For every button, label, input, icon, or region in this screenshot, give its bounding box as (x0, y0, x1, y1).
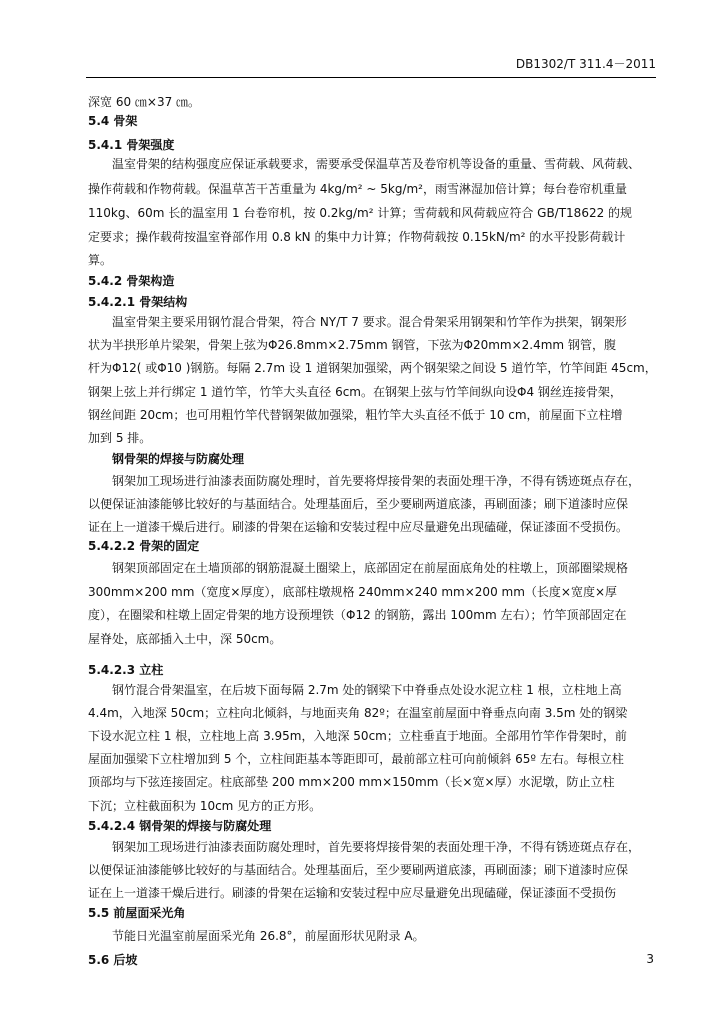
standard-code: DB1302/T 311.4－2011 (515, 57, 656, 71)
paragraph-line: 顶部均与下弦连接固定。柱底部垫 200 mm×200 mm×150mm（长×宽×厚）水泥墩，防止立柱 (88, 775, 615, 789)
section-heading: 5.4.2.2 骨架的固定 (88, 539, 200, 553)
paragraph-line: 加到 5 排。 (88, 431, 152, 445)
paragraph-line: 300mm×200 mm（宽度×厚度），底部柱墩规格 240mm×240 mm×200 mm（长度×宽度×厚 (88, 585, 618, 599)
paragraph-line: 杆为Φ12( 或Φ10 )钢筋。每隔 2.7m 设 1 道钢架加强梁，两个钢架梁之间设 5 道竹竿，竹竿间距 45cm， (88, 361, 657, 375)
paragraph-line: 钢架顶部固定在土墙顶部的钢筋混凝土圈梁上，底部固定在前屋面底角处的柱墩上，顶部圈梁规格 (112, 561, 629, 575)
paragraph-line: 操作荷载和作物荷载。保温草苫干苫重量为 4kg/m² ~ 5kg/m²，雨雪淋湿加倍计算；每台卷帘机重量 (88, 182, 627, 196)
paragraph-line: 证在上一道漆干燥后进行。刷漆的骨架在运输和安装过程中应尽量避免出现磕碰，保证漆面不受损伤。 (88, 520, 629, 534)
section-heading: 5.4.2.1 骨架结构 (88, 295, 188, 309)
page-number: 3 (646, 952, 654, 966)
paragraph-line: 钢架加工现场进行油漆表面防腐处理时，首先要将焊接骨架的表面处理干净，不得有锈迹斑点存在， (112, 474, 641, 488)
section-heading: 5.6 后坡 (88, 953, 138, 967)
section-heading: 5.4.2.4 钢骨架的焊接与防腐处理 (88, 819, 272, 833)
paragraph-line: 以便保证油漆能够比较好的与基面结合。处理基面后，至少要刷两道底漆，再刷面漆；刷下道漆时应保 (88, 863, 629, 877)
paragraph-line: 屋面加强梁下立柱增加到 5 个，立柱间距基本等距即可，最前部立柱可向前倾斜 65º 左右。每根立柱 (88, 752, 624, 766)
section-heading: 5.4 骨架 (88, 114, 138, 128)
paragraph-line: 定要求；操作载荷按温室脊部作用 0.8 kN 的集中力计算；作物荷载按 0.15kN/m² 的水平投影荷载计 (88, 230, 626, 244)
paragraph-line: 证在上一道漆干燥后进行。刷漆的骨架在运输和安装过程中应尽量避免出现磕碰，保证漆面不受损伤 (88, 886, 617, 900)
paragraph-line: 下沉；立柱截面积为 10cm 见方的正方形。 (88, 799, 322, 813)
header-rule (86, 77, 656, 78)
section-heading: 5.4.2 骨架构造 (88, 274, 175, 288)
paragraph-line: 钢架加工现场进行油漆表面防腐处理时，首先要将焊接骨架的表面处理干净，不得有锈迹斑点存在， (112, 840, 641, 854)
paragraph-line: 状为半拱形单片梁架，骨架上弦为Φ26.8mm×2.75mm 钢管，下弦为Φ20mm×2.4mm 钢管，腹 (88, 338, 616, 352)
paragraph-line: 度），在圈梁和柱墩上固定骨架的地方设预埋铁（Φ12 的钢筋，露出 100mm 左右）；竹竿顶部固定在 (88, 608, 627, 622)
paragraph-line: 以便保证油漆能够比较好的与基面结合。处理基面后，至少要刷两道底漆，再刷面漆；刷下道漆时应保 (88, 497, 629, 511)
paragraph-line: 屋脊处，底部插入土中，深 50cm。 (88, 632, 282, 646)
paragraph-line: 温室骨架主要采用钢竹混合骨架，符合 NY/T 7 要求。混合骨架采用钢架和竹竿作为拱架，钢架形 (112, 315, 627, 329)
section-heading: 5.4.1 骨架强度 (88, 138, 175, 152)
paragraph-line: 节能日光温室前屋面采光角 26.8°，前屋面形状见附录 A。 (112, 929, 425, 943)
paragraph-line: 钢丝间距 20cm；也可用粗竹竿代替钢架做加强梁，粗竹竿大头直径不低于 10 cm，前屋面下立柱增 (88, 408, 623, 422)
text-line: 深宽 60 ㎝×37 ㎝。 (88, 95, 201, 109)
paragraph-line: 下设水泥立柱 1 根，立柱地上高 3.95m，入地深 50cm；立柱垂直于地面。全部用竹竿作骨架时，前 (88, 729, 627, 743)
paragraph-line: 钢架上弦上并行绑定 1 道竹竿，竹竿大头直径 6cm。在钢架上弦与竹竿间纵向设Φ4 钢丝连接骨架， (88, 385, 622, 399)
subsection-heading: 钢骨架的焊接与防腐处理 (112, 452, 245, 466)
paragraph-line: 温室骨架的结构强度应保证承载要求，需要承受保温草苫及卷帘机等设备的重量、雪荷载、风荷载、 (112, 157, 641, 171)
section-heading: 5.5 前屋面采光角 (88, 906, 186, 920)
paragraph-line: 钢竹混合骨架温室，在后坡下面每隔 2.7m 处的钢梁下中脊垂点处设水泥立柱 1 根，立柱地上高 (112, 683, 622, 697)
section-heading: 5.4.2.3 立柱 (88, 663, 164, 677)
paragraph-line: 4.4m，入地深 50cm；立柱向北倾斜，与地面夹角 82º；在温室前屋面中脊垂点向南 3.5m 处的钢梁 (88, 706, 628, 720)
paragraph-line: 110kg、60m 长的温室用 1 台卷帘机，按 0.2kg/m² 计算；雪荷载和风荷载应符合 GB/T18622 的规 (88, 206, 633, 220)
paragraph-line: 算。 (88, 253, 113, 267)
